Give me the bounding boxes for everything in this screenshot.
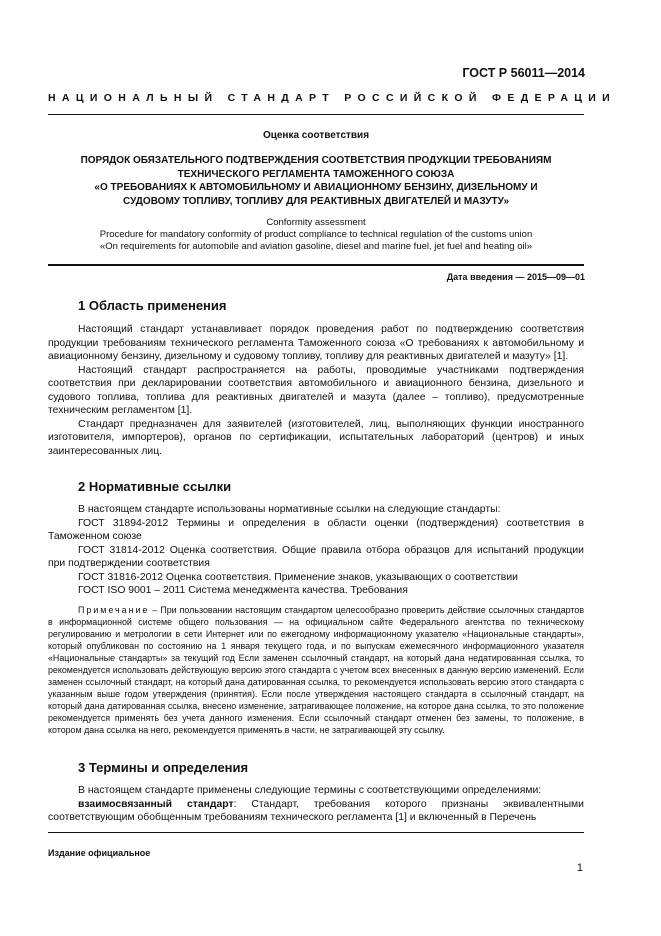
title-divider	[48, 264, 584, 266]
footer-divider	[48, 832, 584, 833]
reference-item: ГОСТ 31816-2012 Оценка соответствия. Применение знаков, указывающих о соответствии	[78, 571, 518, 583]
header-divider	[48, 114, 584, 115]
paragraph: В настоящем стандарте использованы нормативные ссылки на следующие стандарты:	[78, 504, 501, 515]
paragraph: Настоящий стандарт устанавливает порядок проведения работ по подтверждению соответствия продукции требованиям технического регламента Таможенного союза «О требованиях к автомобильному и авиационному бензину, дизельному и судовому топливу, топливу для реактивных двигателей и мазуту» [1].	[48, 324, 584, 362]
national-standard-banner: НАЦИОНАЛЬНЫЙ СТАНДАРТ РОССИЙСКОЙ ФЕДЕРАЦИИ	[48, 92, 617, 104]
reference-item: ГОСТ 31894-2012 Термины и определения в области оценки (подтверждения) соответствия в Таможенном союзе	[48, 517, 584, 542]
reference-item: ГОСТ ISO 9001 – 2011 Система менеджмента качества. Требования	[78, 585, 408, 596]
title-en-line: Procedure for mandatory conformity of product compliance to technical regulation of the customs union	[99, 229, 533, 240]
section-2-body	[48, 503, 584, 598]
title-ru-line: ТЕХНИЧЕСКОГО РЕГЛАМЕНТА ТАМОЖЕННОГО СОЮЗА	[177, 168, 455, 180]
section-2-heading: 2 Нормативные ссылки	[78, 479, 232, 494]
edition-label: Издание официальное	[48, 848, 151, 858]
page-number: 1	[576, 862, 583, 874]
title-ru-line: СУДОВОМУ ТОПЛИВУ, ТОПЛИВУ ДЛЯ РЕАКТИВНЫХ ДВИГАТЕЛЕЙ И МАЗУТУ»	[122, 195, 510, 207]
section-1-body	[48, 323, 584, 458]
note-label: Примечание	[78, 605, 150, 615]
section-3-heading: 3 Термины и определения	[78, 760, 249, 775]
title-en-line: «On requirements for automobile and aviation gasoline, diesel and marine fuel, jet fuel and heating oil»	[100, 241, 532, 252]
note	[48, 604, 584, 736]
intro-date: Дата введения — 2015—09—01	[446, 272, 585, 282]
paragraph: Стандарт предназначен для заявителей (изготовителей, лиц, выполняющих функции иностранного изготовителя, импортеров), органов по сертификации, испытательных лабораторий (центров) и иных заинтересованных лиц.	[48, 418, 584, 457]
title-ru	[48, 154, 584, 208]
paragraph: Настоящий стандарт распространяется на работы, проводимые участниками подтверждения соответствия при декларировании соответствия автомобильного и авиационного бензина, дизельного и судового топлива, топлива для реактивных двигателей и мазута (далее – топливо), предусмотренные техническим регламентом [1].	[48, 364, 584, 416]
section-1-heading: 1 Область применения	[78, 298, 227, 313]
section-3-body	[48, 784, 584, 825]
term-definition	[48, 798, 584, 825]
reference-item: ГОСТ 31814-2012 Оценка соответствия. Общие правила отбора образцов для испытаний продукции при подтверждении соответствия	[48, 544, 584, 569]
note-text: – При пользовании настоящим стандартом целесообразно проверить действие ссылочных стандартов в информационной системе общего пользования — на официальном сайте Федерального агентства по техническому регулированию и метрологии в сети Интернет или по ежегодному информационному указателю «Национальные стандарты», который опубликован по состоянию на 1 января текущего года, и по выпускам ежемесячного информационного указателя «Национальные стандарты» за текущий год Если заменен ссылочный стандарт, на который дана недатированная ссылка, то рекомендуется использовать действующую версию этого стандарта с учетом всех внесенных в данную версию изменений. Если заменен ссылочный стандарт, на который дана датированная ссылка, то рекомендуется использовать версию этого стандарта с указанным выше годом утверждения (принятия). Если после утверждения настоящего стандарта в ссылочный стандарт, на который дана датированная ссылка, внесено изменение, затрагивающее положение, на которое дана ссылка, то это положение рекомендуется применять без учета данного изменения. Если ссылочный стандарт отменен без замены, то положение, в котором дана ссылка на него, рекомендуется применять в части, не затрагивающей эту ссылку.	[48, 605, 584, 735]
paragraph: В настоящем стандарте применены следующие термины с соответствующими определениями:	[78, 785, 542, 796]
gost-code: ГОСТ Р 56011—2014	[462, 66, 585, 80]
title-ru-line: ПОРЯДОК ОБЯЗАТЕЛЬНОГО ПОДТВЕРЖДЕНИЯ СООТВЕТСТВИЯ ПРОДУКЦИИ ТРЕБОВАНИЯМ	[80, 155, 552, 166]
title-en	[48, 229, 584, 253]
definition: : Стандарт, требования которого признаны эквивалентными соответствующим обобщенным требованиям технического регламента [1] и включенный в Перечень	[48, 798, 584, 823]
subject-ru: Оценка соответствия	[262, 130, 370, 141]
subject-en: Conformity assessment	[266, 217, 366, 228]
term: взаимосвязанный стандарт	[78, 798, 234, 810]
title-ru-line: «О ТРЕБОВАНИЯХ К АВТОМОБИЛЬНОМУ И АВИАЦИОННОМУ БЕНЗИНУ, ДИЗЕЛЬНОМУ И	[94, 182, 538, 193]
